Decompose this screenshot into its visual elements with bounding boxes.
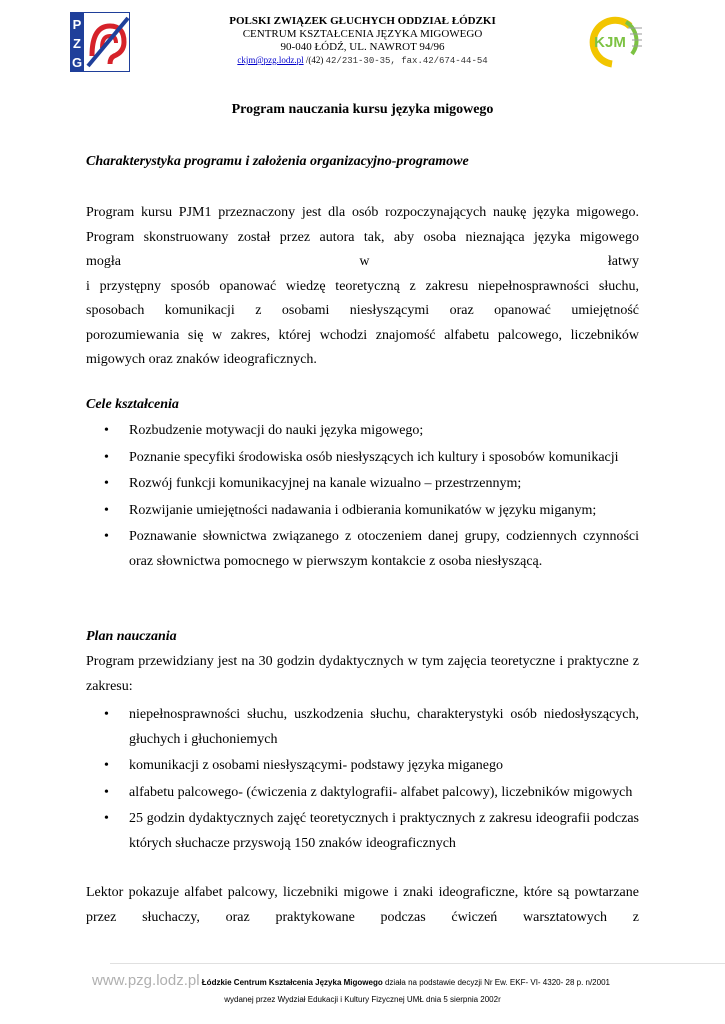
header-org-name: POLSKI ZWIĄZEK GŁUCHYCH ODDZIAŁ ŁÓDZKI	[229, 15, 496, 27]
bullet-icon: •	[104, 449, 109, 465]
intro-word: łatwy	[607, 254, 639, 269]
intro-line: migowych oraz znaków ideograficznych.	[86, 352, 317, 367]
svg-text:Z: Z	[73, 36, 81, 51]
plan-intro: Program przewidziany jest na 30 godzin dydaktycznych w tym zajęcia teoretyczne i praktyczne z zakresu:	[86, 654, 639, 694]
intro-word: w	[359, 254, 370, 269]
bullet-icon: •	[104, 423, 109, 438]
header-phones: 42/231-30-35, fax.42/674-44-54	[325, 56, 488, 66]
bullet-icon: •	[104, 784, 109, 800]
svg-text:P: P	[72, 17, 82, 32]
header-address: 90-040 ŁÓDŹ, UL. NAWROT 94/96	[280, 41, 445, 53]
intro-line: Program skonstruowany został przez autora tak, aby osoba nieznająca języka migowego	[86, 229, 639, 245]
kjm-logo	[582, 14, 644, 68]
footer-legal-line-1: działa na podstawie decyzji Nr Ew. EKF- VI- 4320- 28 p. n/2001	[384, 978, 610, 987]
section-heading-characteristics: Charakterystyka programu i założenia organizacyjno-programowe	[86, 154, 469, 169]
list-item	[86, 525, 639, 574]
list-item	[86, 472, 639, 497]
plan-item-text: niepełnosprawności słuchu, uszkodzenia słuchu, charakterystyki osób niedosłyszących, głuchych i głuchoniemych	[129, 707, 639, 747]
list-item	[86, 703, 639, 752]
goal-text: Poznawanie słownictwa związanego z otoczeniem danej grupy, codziennych czynności oraz słownictwa pomocnego w pierwszym kontakcie z osoba niesłyszącą.	[129, 529, 639, 569]
plan-item-text: 25 godzin dydaktycznych zajęć teoretycznych i praktycznych z zakresu ideografii podczas których słuchacze przyswoją 150 znaków ideograficznych	[129, 811, 639, 851]
footer-website-link[interactable]: www.pzg.lodz.pl	[92, 972, 200, 989]
goal-text: Rozbudzenie motywacji do nauki języka migowego;	[129, 423, 424, 438]
footer-legal-line-2: wydanej przez Wydział Edukacji i Kultury Fizycznej UMŁ dnia 5 sierpnia 2002r	[224, 995, 501, 1004]
bullet-icon: •	[104, 529, 109, 544]
header-center-name: CENTRUM KSZTAŁCENIA JĘZYKA MIGOWEGO	[242, 28, 483, 40]
svg-text:G: G	[71, 55, 83, 70]
goals-list	[86, 419, 639, 576]
bullet-icon: •	[104, 811, 109, 826]
goal-text: Poznanie specyfiki środowiska osób niesłyszących ich kultury i sposobów komunikacji	[129, 449, 619, 465]
footer-center-name: Łódzkie Centrum Kształcenia Języka Migowego	[201, 978, 383, 987]
intro-line: porozumiewania się w zakres, której wchodzi znajomość alfabetu palcowego, liczebników	[86, 327, 639, 343]
list-item	[86, 781, 639, 806]
plan-list	[86, 703, 639, 858]
list-item	[86, 499, 639, 524]
list-item	[86, 446, 639, 471]
bullet-icon: •	[104, 502, 109, 518]
intro-paragraph	[86, 201, 639, 373]
plan-item-text: alfabetu palcowego- (ćwiczenia z daktylografii- alfabet palcowy), liczebników migowych	[129, 784, 633, 800]
closing-paragraph: Lektor pokazuje alfabet palcowy, liczebniki migowe i znaki ideograficzne, które są powtarzane przez słuchaczy, oraz praktykowane podczas ćwiczeń warsztatowych z	[86, 885, 639, 925]
header-email-link[interactable]: ckjm@pzg.lodz.pl	[237, 55, 304, 65]
bullet-icon: •	[104, 707, 109, 722]
pzg-logo	[70, 12, 130, 72]
goal-text: Rozwijanie umiejętności nadawania i odbierania komunikatów w języku miganym;	[129, 502, 597, 518]
intro-line: sposobach komunikacji z osobami niesłyszącymi oraz opanować umiejętność	[86, 303, 639, 318]
document-title: Program nauczania kursu języka migowego	[231, 102, 494, 117]
goal-text: Rozwój funkcji komunikacyjnej na kanale wizualno – przestrzennym;	[129, 476, 522, 491]
header-contact	[170, 54, 555, 67]
list-item	[86, 807, 639, 856]
intro-line: i przystępny sposób opanować wiedzę teoretyczną z zakresu niepełnosprawności słuchu,	[86, 278, 639, 294]
section-heading-goals: Cele kształcenia	[86, 397, 179, 412]
intro-word: mogła	[86, 254, 121, 269]
plan-item-text: komunikacji z osobami niesłyszącymi- podstawy języka miganego	[129, 758, 504, 773]
svg-text:KJM: KJM	[594, 34, 626, 51]
footer-divider	[110, 963, 725, 964]
footer-line-1	[92, 972, 610, 989]
bullet-icon: •	[104, 476, 109, 491]
intro-line: Program kursu PJM1 przeznaczony jest dla osób rozpoczynających naukę języka migowego.	[86, 205, 639, 220]
bullet-icon: •	[104, 758, 109, 773]
header-phone-prefix: /(42)	[305, 55, 324, 65]
intro-line	[86, 250, 639, 275]
list-item	[86, 754, 639, 779]
list-item	[86, 419, 639, 444]
section-heading-plan: Plan nauczania	[86, 629, 177, 644]
